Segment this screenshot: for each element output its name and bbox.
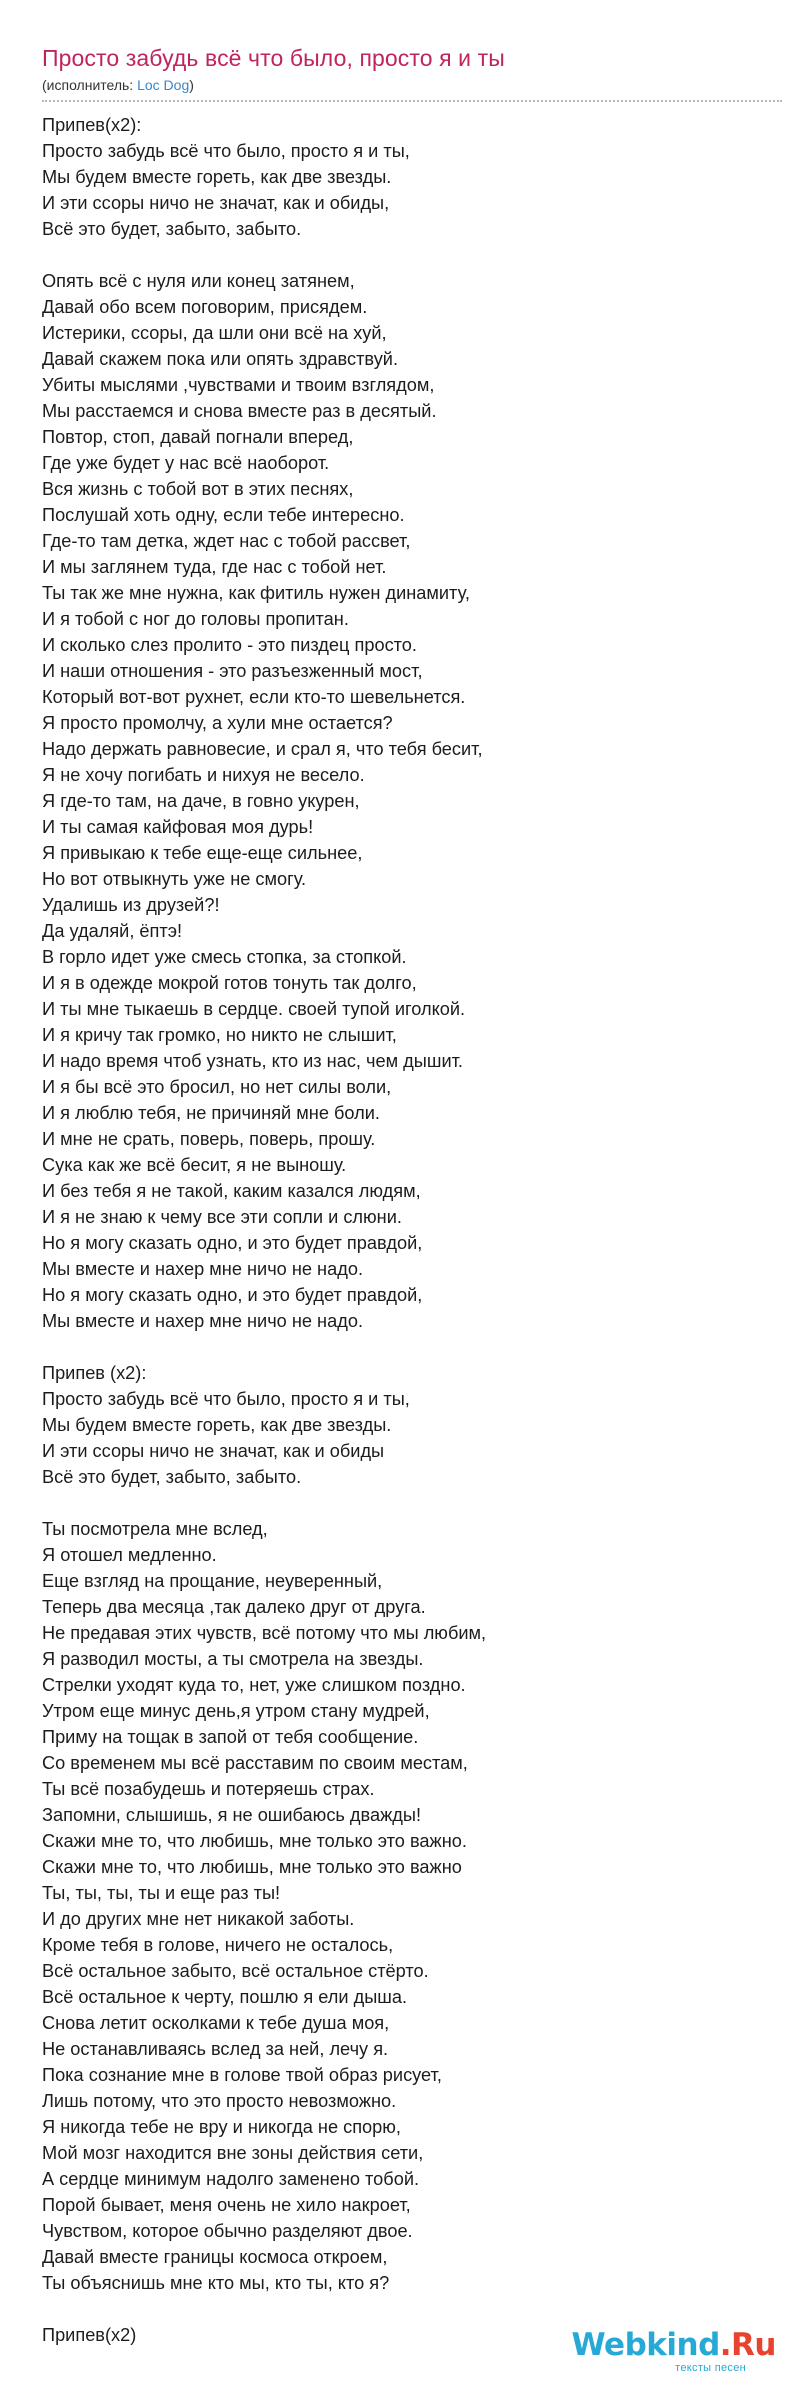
lyric-line: Ты посмотрела мне вслед, xyxy=(42,1519,268,1539)
lyric-line: И эти ссоры ничо не значат, как и обиды, xyxy=(42,193,390,213)
lyric-line: Мы будем вместе гореть, как две звезды. xyxy=(42,167,392,187)
lyric-line: Приму на тощак в запой от тебя сообщение. xyxy=(42,1727,419,1747)
lyric-line: Порой бывает, меня очень не хило накроет, xyxy=(42,2195,411,2215)
lyric-line: Который вот-вот рухнет, если кто-то шевельнется. xyxy=(42,687,466,707)
stanza-gap xyxy=(42,242,788,268)
lyric-line: Где уже будет у нас всё наоборот. xyxy=(42,453,330,473)
lyric-line: И ты самая кайфовая моя дурь! xyxy=(42,817,314,837)
lyric-line: Но я могу сказать одно, и это будет правдой, xyxy=(42,1285,423,1305)
lyric-line: Мы вместе и нахер мне ничо не надо. xyxy=(42,1311,363,1331)
lyric-line: Пока сознание мне в голове твой образ рисует, xyxy=(42,2065,442,2085)
lyric-line: И я в одежде мокрой готов тонуть так долго, xyxy=(42,973,417,993)
lyric-line: Не останавливаясь вслед за ней, лечу я. xyxy=(42,2039,389,2059)
lyric-line: И ты мне тыкаешь в сердце. своей тупой иголкой. xyxy=(42,999,466,1019)
lyric-line: И до других мне нет никакой заботы. xyxy=(42,1909,355,1929)
performer-link[interactable]: Loc Dog xyxy=(137,77,190,93)
song-title: Просто забудь всё что было, просто я и ты xyxy=(42,45,505,71)
lyric-line: Где-то там детка, ждет нас с тобой рассвет, xyxy=(42,531,411,551)
webkind-logo[interactable] xyxy=(571,2326,776,2378)
lyric-line: Всё это будет, забыто, забыто. xyxy=(42,1467,302,1487)
lyric-line: Ты объяснишь мне кто мы, кто ты, кто я? xyxy=(42,2273,390,2293)
lyric-line: Я никогда тебе не вру и никогда не спорю, xyxy=(42,2117,401,2137)
lyric-line: Не предавая этих чувств, всё потому что мы любим, xyxy=(42,1623,487,1643)
lyric-line: Давай обо всем поговорим, присядем. xyxy=(42,297,368,317)
lyric-line: Я привыкаю к тебе еще-еще сильнее, xyxy=(42,843,363,863)
lyric-line: Всё остальное забыто, всё остальное стёрто. xyxy=(42,1961,429,1981)
lyric-line: Со временем мы всё расставим по своим местам, xyxy=(42,1753,468,1773)
lyric-line: Еще взгляд на прощание, неуверенный, xyxy=(42,1571,383,1591)
lyric-line: Запомни, слышишь, я не ошибаюсь дважды! xyxy=(42,1805,422,1825)
lyrics-body xyxy=(42,112,788,2348)
lyric-line: Стрелки уходят куда то, нет, уже слишком поздно. xyxy=(42,1675,466,1695)
lyric-line: Мы будем вместе гореть, как две звезды. xyxy=(42,1415,392,1435)
lyric-line: Скажи мне то, что любишь, мне только это важно xyxy=(42,1857,462,1877)
lyric-line: Я не хочу погибать и нихуя не весело. xyxy=(42,765,365,785)
lyric-line: И я кричу так громко, но никто не слышит, xyxy=(42,1025,397,1045)
lyric-line: И надо время чтоб узнать, кто из нас, чем дышит. xyxy=(42,1051,463,1071)
lyric-line: Всё это будет, забыто, забыто. xyxy=(42,219,302,239)
lyric-line: Мой мозг находится вне зоны действия сети, xyxy=(42,2143,424,2163)
lyric-line: И эти ссоры ничо не значат, как и обиды xyxy=(42,1441,385,1461)
lyric-line: Просто забудь всё что было, просто я и ты, xyxy=(42,141,410,161)
lyric-line: Да удаляй, ёптэ! xyxy=(42,921,183,941)
lyric-line: Убиты мыслями ,чувствами и твоим взглядом, xyxy=(42,375,435,395)
lyric-line: Я просто промолчу, а хули мне остается? xyxy=(42,713,393,733)
lyric-line: Истерики, ссоры, да шли они всё на хуй, xyxy=(42,323,387,343)
lyric-line: Ты всё позабудешь и потеряешь страх. xyxy=(42,1779,375,1799)
lyric-line: Мы расстаемся и снова вместе раз в десятый. xyxy=(42,401,437,421)
lyric-line: Удалишь из друзей?! xyxy=(42,895,220,915)
lyric-line: А сердце минимум надолго заменено тобой. xyxy=(42,2169,420,2189)
lyric-line: Давай скажем пока или опять здравствуй. xyxy=(42,349,398,369)
logo-ru-text: .Ru xyxy=(719,2327,776,2363)
lyric-line: Надо держать равновесие, и срал я, что тебя бесит, xyxy=(42,739,483,759)
lyric-line: Ты, ты, ты, ты и еще раз ты! xyxy=(42,1883,281,1903)
logo-wordmark xyxy=(571,2326,776,2364)
lyric-line: Снова летит осколками к тебе душа моя, xyxy=(42,2013,390,2033)
lyric-line: И мне не срать, поверь, поверь, прошу. xyxy=(42,1129,376,1149)
stanza-gap xyxy=(42,1490,788,1516)
lyric-line: И мы заглянем туда, где нас с тобой нет. xyxy=(42,557,387,577)
lyric-line: И я не знаю к чему все эти сопли и слюни. xyxy=(42,1207,402,1227)
lyric-line: Чувством, которое обычно разделяют двое. xyxy=(42,2221,413,2241)
lyric-line: Давай вместе границы космоса откроем, xyxy=(42,2247,388,2267)
lyric-line: И я тобой с ног до головы пропитан. xyxy=(42,609,349,629)
lyric-line: Я где-то там, на даче, в говно укурен, xyxy=(42,791,360,811)
lyric-line: Опять всё с нуля или конец затянем, xyxy=(42,271,355,291)
logo-tagline: тексты песен xyxy=(675,2362,746,2374)
lyric-line: Послушай хоть одну, если тебе интересно. xyxy=(42,505,405,525)
lyric-line: Теперь два месяца ,так далеко друг от друга. xyxy=(42,1597,426,1617)
lyric-line: Сука как же всё бесит, я не выношу. xyxy=(42,1155,347,1175)
stanza-gap xyxy=(42,2296,788,2322)
performer-suffix: ) xyxy=(189,77,194,93)
lyric-line: И сколько слез пролито - это пиздец просто. xyxy=(42,635,417,655)
lyric-line: Но я могу сказать одно, и это будет правдой, xyxy=(42,1233,423,1253)
stanza-gap xyxy=(42,1334,788,1360)
lyric-line: Ты так же мне нужна, как фитиль нужен динамиту, xyxy=(42,583,470,603)
lyric-line: Припев(x2) xyxy=(42,2325,137,2345)
lyric-line: И я бы всё это бросил, но нет силы воли, xyxy=(42,1077,392,1097)
lyric-line: Скажи мне то, что любишь, мне только это важно. xyxy=(42,1831,467,1851)
lyric-line: Я разводил мосты, а ты смотрела на звезды. xyxy=(42,1649,424,1669)
lyric-line: Я отошел медленно. xyxy=(42,1545,217,1565)
lyric-line: Просто забудь всё что было, просто я и ты, xyxy=(42,1389,410,1409)
lyric-line: Мы вместе и нахер мне ничо не надо. xyxy=(42,1259,363,1279)
logo-web-text: Webkind xyxy=(571,2327,720,2363)
performer-line xyxy=(42,76,788,94)
lyric-line: Лишь потому, что это просто невозможно. xyxy=(42,2091,397,2111)
lyric-line: Всё остальное к черту, пошлю я ели дыша. xyxy=(42,1987,408,2007)
lyric-line: Припев(x2): xyxy=(42,115,142,135)
lyric-line: Кроме тебя в голове, ничего не осталось, xyxy=(42,1935,394,1955)
lyric-line: И я люблю тебя, не причиняй мне боли. xyxy=(42,1103,380,1123)
lyric-line: Но вот отвыкнуть уже не смогу. xyxy=(42,869,307,889)
lyric-line: И без тебя я не такой, каким казался людям, xyxy=(42,1181,421,1201)
lyric-line: И наши отношения - это разъезженный мост, xyxy=(42,661,423,681)
lyric-line: Вся жизнь с тобой вот в этих песнях, xyxy=(42,479,354,499)
lyric-line: Припев (x2): xyxy=(42,1363,147,1383)
lyric-line: Повтор, стоп, давай погнали вперед, xyxy=(42,427,354,447)
title-divider xyxy=(42,100,782,102)
performer-prefix: (исполнитель: xyxy=(42,77,138,93)
lyric-line: Утром еще минус день,я утром стану мудрей, xyxy=(42,1701,430,1721)
lyric-line: В горло идет уже смесь стопка, за стопкой. xyxy=(42,947,407,967)
